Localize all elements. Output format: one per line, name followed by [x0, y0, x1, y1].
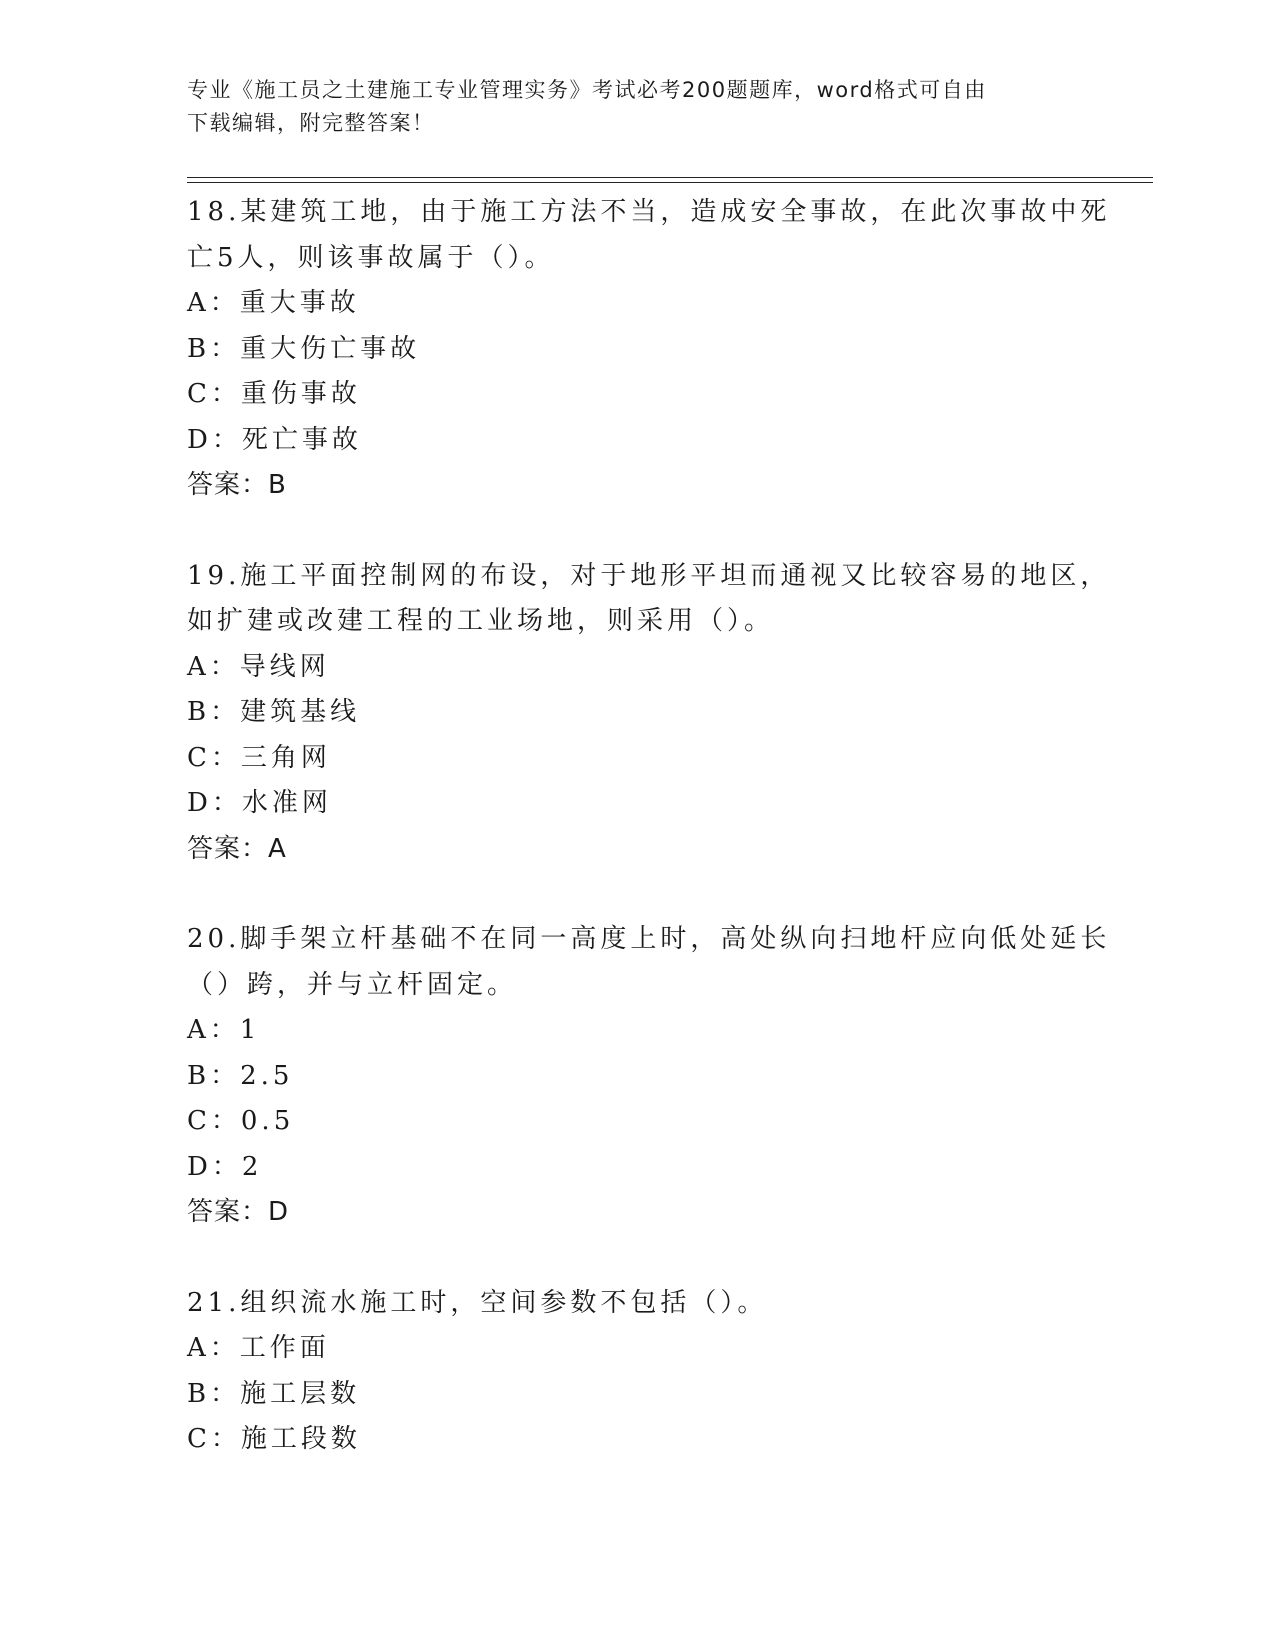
option-a: A：导线网 [187, 651, 330, 682]
header-rule-bottom [187, 182, 1153, 183]
option-c: C：0.5 [187, 1106, 295, 1136]
question-text-line: （）跨，并与立杆固定。 [187, 969, 518, 1000]
answer-label: 答案：D [187, 1197, 290, 1227]
header-rule-top [187, 177, 1153, 178]
question-text-line: 19.施工平面控制网的布设，对于地形平坦而通视又比较容易的地区， [187, 560, 1111, 591]
question-text-line: 亡5人，则该事故属于（）。 [187, 242, 555, 273]
option-b: B：重大伤亡事故 [187, 333, 421, 364]
answer-label: 答案：B [187, 470, 287, 500]
option-a: A：工作面 [187, 1333, 330, 1363]
option-c: C：施工段数 [187, 1424, 361, 1454]
question-text-line: 18.某建筑工地，由于施工方法不当，造成安全事故，在此次事故中死 [187, 197, 1111, 227]
question-18 [187, 190, 1111, 509]
option-b: B：2.5 [187, 1060, 294, 1091]
question-20 [187, 917, 1111, 1236]
page-header [187, 74, 1067, 140]
question-text-line: 如扩建或改建工程的工业场地，则采用（）。 [187, 606, 775, 636]
header-line-1: 专业《施工员之土建施工专业管理实务》考试必考200题题库，word格式可自由 [187, 78, 987, 102]
question-list [187, 190, 1111, 1508]
option-d: D：2 [187, 1151, 263, 1182]
header-line-2: 下载编辑，附完整答案！ [187, 111, 435, 135]
option-a: A：重大事故 [187, 288, 360, 318]
option-d: D：死亡事故 [187, 424, 362, 455]
question-text-line: 20.脚手架立杆基础不在同一高度上时，高处纵向扫地杆应向低处延长 [187, 924, 1111, 954]
option-c: C：三角网 [187, 742, 331, 773]
question-text-line: 21.组织流水施工时，空间参数不包括（）。 [187, 1287, 768, 1318]
answer-label: 答案：A [187, 833, 287, 864]
option-b: B：施工层数 [187, 1378, 361, 1409]
option-a: A：1 [187, 1015, 261, 1045]
option-d: D：水准网 [187, 788, 332, 818]
option-c: C：重伤事故 [187, 379, 361, 409]
question-19 [187, 554, 1111, 873]
option-b: B：建筑基线 [187, 697, 361, 727]
question-21 [187, 1281, 1087, 1463]
